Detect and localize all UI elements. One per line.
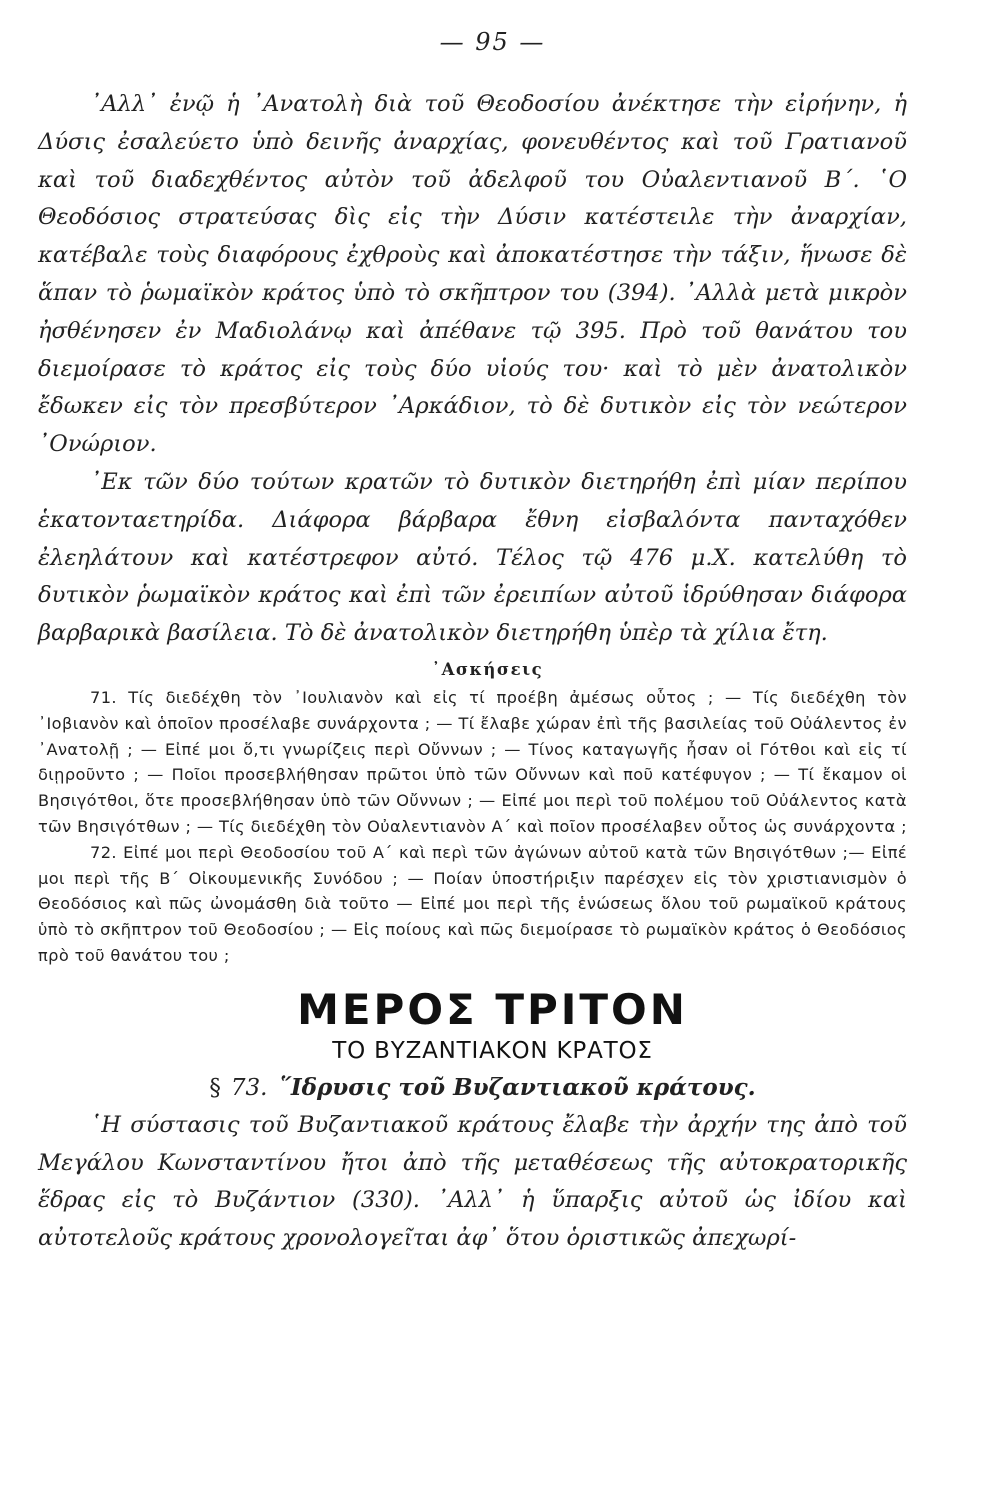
section-symbol: § <box>209 1074 221 1101</box>
final-paragraph: ῾Η σύστασις τοῦ Βυζαντιακοῦ κράτους ἔλαβε τὴν ἀρχήν της ἀπὸ τοῦ Μεγάλου Κωνσταντίνου ἤτοι ἀπὸ τῆς μεταθέσεως τῆς αὐτοκρατορικῆς ἕδρας εἰς τὸ Βυζάντιον (330). ᾿Αλλ᾿ ἡ ὕπαρξις αὐτοῦ ὡς ἰδίου καὶ αὐτοτελοῦς κράτους χρονολογεῖται ἀφ᾿ ὅτου ὁριστικῶς ἀπεχωρί- <box>38 1111 907 1252</box>
exercises-heading: ᾿Ασκήσεις <box>431 659 544 679</box>
body-paragraph-2: ᾿Εκ τῶν δύο τούτων κρατῶν τὸ δυτικὸν διετηρήθη ἐπὶ μίαν περίπου ἑκατονταετηρίδα. Διάφορα βάρβαρα ἔθνη εἰσβαλόντα πανταχόθεν ἐλεηλάτουν καὶ κατέστρεφον αὐτό. Τέλος τῷ 476 μ.Χ. κατελύθη τὸ δυτικὸν ῥωμαϊκὸν κράτος καὶ ἐπὶ τῶν ἐρειπίων αὐτοῦ ἱδρύθησαν διάφορα βαρβαρικὰ βασίλεια. Τὸ δὲ ἀνατολικὸν διετηρήθη ὑπὲρ τὰ χίλια ἔτη. <box>38 468 907 647</box>
part-subtitle: ΤΟ ΒΥΖΑΝΤΙΑΚΟΝ ΚΡΑΤΟΣ <box>332 1037 653 1064</box>
exercise-71: 71. Τίς διεδέχθη τὸν ᾿Ιουλιανὸν καὶ εἰς τί προέβη ἀμέσως οὗτος ; — Τίς διεδέχθη τὸν ᾿Ιοβιανὸν καὶ ὁποῖον προσέλαβε συνάρχοντα ; — Τί ἔλαβε χώραν ἐπὶ τῆς βασιλείας τοῦ Οὐάλεντος ἐν ᾿Ανατολῇ ; — Εἰπέ μοι ὅ,τι γνωρίζεις περὶ Οὔννων ; — Τίνος καταγωγῆς ἦσαν οἱ Γότθοι καὶ εἰς τί διῃροῦντο ; — Ποῖοι προσεβλήθησαν πρῶτοι ὑπὸ τῶν Οὔννων καὶ ποῦ κατέφυγον ; — Τί ἔκαμον οἱ Βησιγότθοι, ὅτε προσεβλήθησαν ὑπὸ τῶν Οὔννων ; — Εἰπέ μοι περὶ τοῦ πολέμου τοῦ Οὐάλεντος κατὰ τῶν Βησιγότθων ; — Τίς διεδέχθη τὸν Οὐαλεντιανὸν Α΄ καὶ ποῖον προσέλαβεν οὗτος ὡς συνάρχοντα ; <box>38 687 907 836</box>
exercise-72: 72. Εἰπέ μοι περὶ Θεοδοσίου τοῦ Α΄ καὶ περὶ τῶν ἀγώνων αὐτοῦ κατὰ τῶν Βησιγότθων ;— Εἰπέ μοι περὶ τῆς Β΄ Οἰκουμενικῆς Συνόδου ; — Ποίαν ὑποστήριξιν παρέσχεν εἰς τὸν χριστιανισμὸν ὁ Θεοδόσιος καὶ πῶς ὠνομάσθη διὰ τοῦτο — Εἰπέ μοι περὶ τῆς ἑνώσεως ὅλου τοῦ ρωμαϊκοῦ κράτους ὑπὸ τὸ σκῆπτρον τοῦ Θεοδοσίου ; — Εἰς ποίους καὶ πῶς διεμοίρασε τὸ ρωμαϊκὸν κράτος ὁ Θεοδόσιος πρὸ τοῦ θανάτου του ; <box>38 842 907 965</box>
body-paragraph-1: ᾿Αλλ᾿ ἐνῷ ἡ ᾿Ανατολὴ διὰ τοῦ Θεοδοσίου ἀνέκτησε τὴν εἰρήνην, ἡ Δύσις ἐσαλεύετο ὑπὸ δεινῆς ἀναρχίας, φονευθέντος καὶ τοῦ Γρατιανοῦ καὶ τοῦ διαδεχθέντος αὐτὸν τοῦ ἀδελφοῦ του Οὐαλεντιανοῦ Β΄. ῾Ο Θεοδόσιος στρατεύσας δὶς εἰς τὴν Δύσιν κατέστειλε τὴν ἀναρχίαν, κατέβαλε τοὺς διαφόρους ἐχθροὺς καὶ ἀποκατέστησε τὴν τάξιν, ἥνωσε δὲ ἅπαν τὸ ῥωμαϊκὸν κράτος ὑπὸ τὸ σκῆπτρον του (394). ᾿Αλλὰ μετὰ μικρὸν ἠσθένησεν ἐν Μαδιολάνῳ καὶ ἀπέθανε τῷ 395. Πρὸ τοῦ θανάτου του διεμοίρασε τὸ κράτος εἰς τοὺς δύο υἱούς του· καὶ τὸ μὲν ἀνατολικὸν ἔδωκεν εἰς τὸν πρεσβύτερον ᾿Αρκάδιον, τὸ δὲ δυτικὸν εἰς τὸν νεώτερον ᾿Ονώριον. <box>38 91 907 458</box>
section-number: 73. <box>230 1074 268 1101</box>
page-number: — 95 — <box>439 28 546 56</box>
part-title: ΜΕΡΟΣ ΤΡΙΤΟΝ <box>297 984 688 1034</box>
section-heading <box>38 1074 907 1101</box>
section-title: ῞Ιδρυσις τοῦ Βυζαντιακοῦ κράτους. <box>279 1073 756 1101</box>
